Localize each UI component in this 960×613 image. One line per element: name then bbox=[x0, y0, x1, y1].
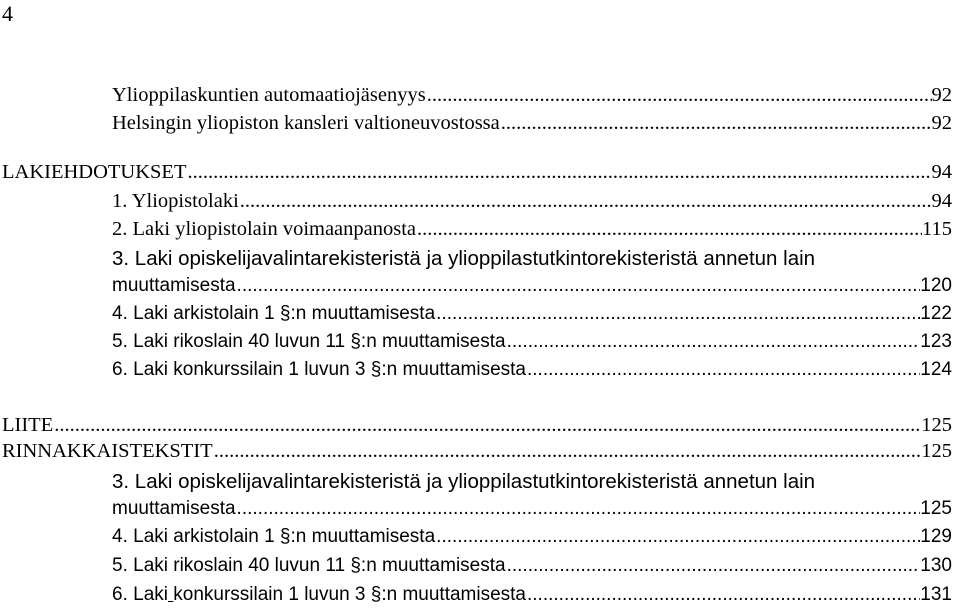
toc-entry[interactable] bbox=[112, 300, 952, 327]
toc-leader bbox=[186, 159, 931, 186]
toc-entry[interactable] bbox=[112, 495, 952, 522]
toc-entry-label: 4. Laki arkistolain 1 §:n muuttamisesta bbox=[112, 303, 436, 324]
toc-entry-page: 125 bbox=[920, 498, 952, 519]
toc-entry[interactable] bbox=[112, 272, 952, 299]
toc-entry-label: RINNAKKAISTEKSTIT bbox=[2, 440, 213, 462]
toc-entry-page: 92 bbox=[931, 112, 952, 134]
toc-entry-label-rest: konkurssilain 1 luvun 3 §:n muuttamisesta bbox=[173, 584, 526, 605]
toc-leader bbox=[239, 188, 932, 215]
toc-entry-page: 123 bbox=[920, 331, 952, 352]
toc-entry-page: 131 bbox=[920, 584, 952, 605]
toc-leader bbox=[236, 272, 921, 299]
toc-leader bbox=[416, 216, 922, 243]
toc-leader bbox=[500, 110, 932, 137]
toc-entry-page: 92 bbox=[931, 84, 952, 106]
toc-entry[interactable] bbox=[112, 82, 952, 109]
toc-entry-label bbox=[112, 581, 526, 608]
toc-entry-page: 130 bbox=[920, 555, 952, 576]
toc-section-heading[interactable] bbox=[2, 412, 952, 439]
toc-entry-page: 120 bbox=[920, 275, 952, 296]
page-number: 4 bbox=[2, 1, 13, 26]
toc-entry[interactable] bbox=[112, 188, 952, 215]
toc-section-heading[interactable] bbox=[2, 438, 952, 465]
toc-entry[interactable] bbox=[112, 216, 952, 243]
toc-entry-page: 122 bbox=[920, 303, 952, 324]
toc-leader bbox=[236, 495, 921, 522]
toc-entry-page: 129 bbox=[920, 526, 952, 547]
toc-entry-label-prefix: 6. Laki bbox=[112, 584, 168, 605]
toc-entry-label: 5. Laki rikoslain 40 luvun 11 §:n muuttamisesta bbox=[112, 555, 506, 576]
toc-entry-label-line1[interactable]: 3. Laki opiskelijavalintarekisteristä ja ylioppilastutkintorekisteristä annetun lain bbox=[112, 470, 816, 493]
toc-leader bbox=[435, 300, 920, 327]
toc-entry[interactable] bbox=[112, 110, 952, 137]
toc-leader bbox=[506, 328, 921, 355]
toc-entry-label: muuttamisesta bbox=[112, 275, 236, 296]
toc-entry-page: 115 bbox=[922, 218, 952, 240]
toc-entry-label: 4. Laki arkistolain 1 §:n muuttamisesta bbox=[112, 526, 436, 547]
toc-entry-label: LAKIEHDOTUKSET bbox=[2, 161, 187, 183]
toc-entry-label: 6. Laki konkurssilain 1 luvun 3 §:n muuttamisesta bbox=[112, 359, 526, 380]
toc-leader bbox=[426, 82, 932, 109]
toc-section-heading[interactable] bbox=[2, 159, 952, 186]
toc-entry-label-line1[interactable]: 3. Laki opiskelijavalintarekisteristä ja ylioppilastutkintorekisteristä annetun lain bbox=[112, 247, 816, 270]
toc-entry[interactable] bbox=[112, 328, 952, 355]
toc-leader bbox=[526, 356, 920, 383]
toc-entry-page: 94 bbox=[931, 161, 952, 183]
toc-entry-label: Ylioppilaskuntien automaatiojäsenyys bbox=[112, 84, 426, 106]
toc-entry-page: 124 bbox=[920, 359, 952, 380]
toc-entry[interactable] bbox=[112, 581, 952, 608]
toc-entry-page: 94 bbox=[931, 190, 952, 212]
toc-entry[interactable] bbox=[112, 356, 952, 383]
toc-entry-label: Helsingin yliopiston kansleri valtioneuvostossa bbox=[112, 112, 500, 134]
toc-entry-label: 5. Laki rikoslain 40 luvun 11 §:n muuttamisesta bbox=[112, 331, 506, 352]
toc-entry-label: 1. Yliopistolaki bbox=[112, 190, 239, 212]
toc-entry-label: LIITE bbox=[2, 414, 54, 436]
toc-leader bbox=[506, 552, 921, 579]
toc-entry-label: muuttamisesta bbox=[112, 498, 236, 519]
toc-leader bbox=[213, 438, 922, 465]
toc-leader bbox=[526, 581, 920, 608]
toc-entry-page: 125 bbox=[921, 414, 952, 436]
toc-leader bbox=[435, 523, 920, 550]
toc-leader bbox=[53, 412, 921, 439]
toc-entry[interactable] bbox=[112, 552, 952, 579]
toc-entry[interactable] bbox=[112, 523, 952, 550]
toc-entry-label: 2. Laki yliopistolain voimaanpanosta bbox=[112, 218, 417, 240]
toc-entry-page: 125 bbox=[921, 440, 952, 462]
